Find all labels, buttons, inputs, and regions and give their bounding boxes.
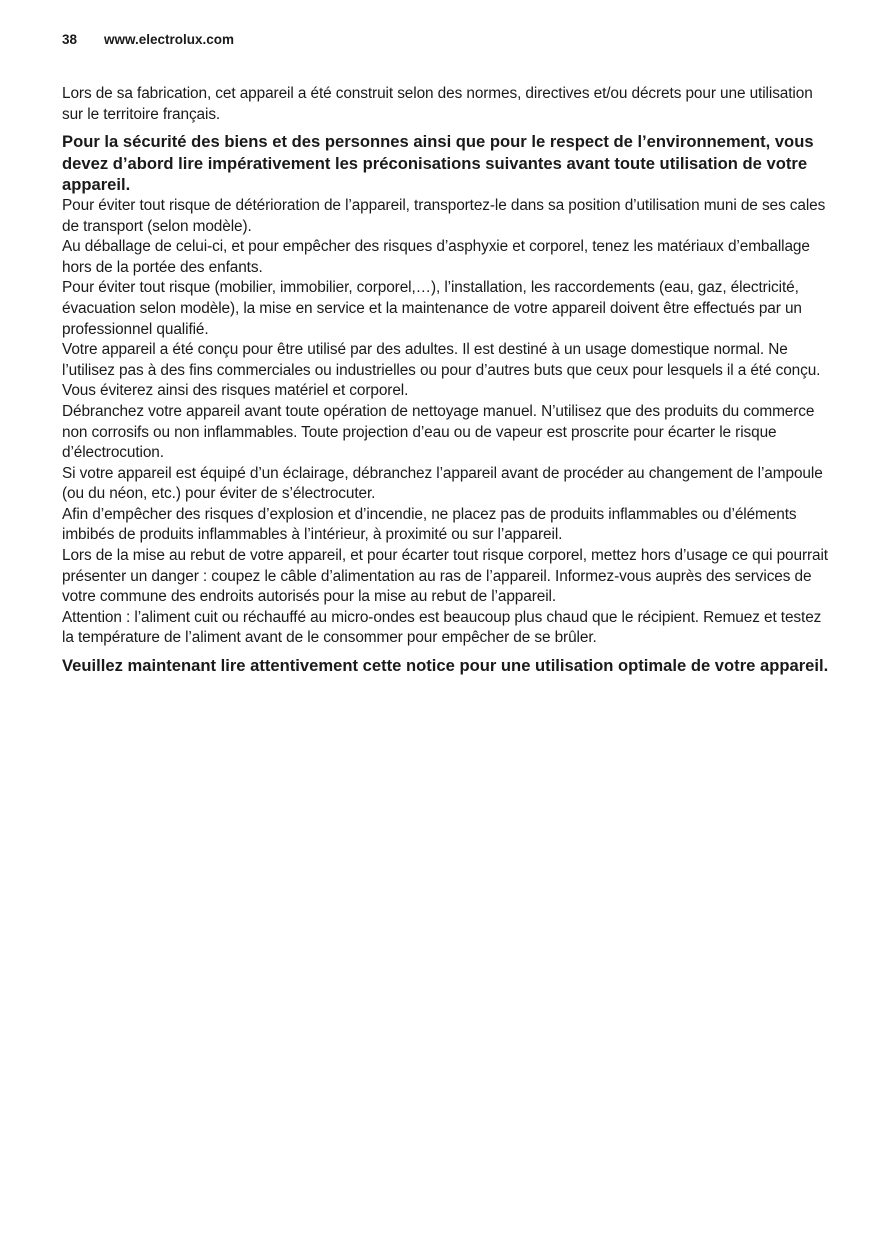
instruction-paragraph: Votre appareil a été conçu pour être utilisé par des adultes. Il est destiné à un usage domestique normal. Ne l’utilisez pas à des fins commerciales ou industrielles ou pour d’autres buts que ceux pour lesquels il a été conçu. Vous éviterez ainsi des risques matériel et corporel. <box>62 341 821 400</box>
instruction-paragraph: Débranchez votre appareil avant toute opération de nettoyage manuel. N’utilisez que des produits du commerce non corrosifs ou non inflammables. Toute projection d’eau ou de vapeur est proscrite pour écarter le risque d’électrocution. <box>62 402 815 462</box>
instruction-paragraph: Pour éviter tout risque de détérioration de l’appareil, transportez-le dans sa position d’utilisation muni de ses cales de transport (selon modèle). <box>62 196 826 235</box>
instruction-paragraph: Afin d’empêcher des risques d’explosion et d’incendie, ne placez pas de produits inflammables ou d’éléments imbibés de produits inflammables à l’intérieur, à proximité ou sur l’appareil. <box>62 505 797 544</box>
safety-instructions <box>62 84 834 677</box>
instruction-paragraph: Pour éviter tout risque (mobilier, immobilier, corporel,…), l’installation, les raccordements (eau, gaz, électricité, évacuation selon modèle), la mise en service et la maintenance de votre appareil doivent être effectués par un professionnel qualifié. <box>62 279 802 338</box>
instruction-paragraph: Au déballage de celui-ci, et pour empêcher des risques d’asphyxie et corporel, tenez les matériaux d’emballage hors de la portée des enfants. <box>62 238 810 276</box>
intro-paragraph: Lors de sa fabrication, cet appareil a été construit selon des normes, directives et/ou décrets pour une utilisation sur le territoire français. <box>62 85 813 123</box>
website-url: www.electrolux.com <box>104 32 235 47</box>
page-header <box>62 32 234 47</box>
instruction-paragraph: Attention : l’aliment cuit ou réchauffé au micro-ondes est beaucoup plus chaud que le récipient. Remuez et testez la température de l’aliment avant de le consommer pour empêcher de se brûler. <box>62 608 822 647</box>
instruction-paragraph: Si votre appareil est équipé d’un éclairage, débranchez l’appareil avant de procéder au changement de l’ampoule (ou du néon, etc.) pour éviter de s’électrocuter. <box>62 464 823 503</box>
safety-heading: Pour la sécurité des biens et des personnes ainsi que pour le respect de l’environnement, vous devez d’abord lire impérativement les préconisations suivantes avant toute utilisation de votre appareil. <box>62 132 814 195</box>
page-number: 38 <box>62 32 78 47</box>
closing-statement: Veuillez maintenant lire attentivement cette notice pour une utilisation optimale de votre appareil. <box>62 656 829 676</box>
instruction-paragraph: Lors de la mise au rebut de votre appareil, et pour écarter tout risque corporel, mettez hors d’usage ce qui pourrait présenter un danger : coupez le câble d’alimentation au ras de l’appareil. Informez-vous auprès des services de votre commune des endroits autorisés pour la mise au rebut de l’appareil. <box>62 547 828 606</box>
